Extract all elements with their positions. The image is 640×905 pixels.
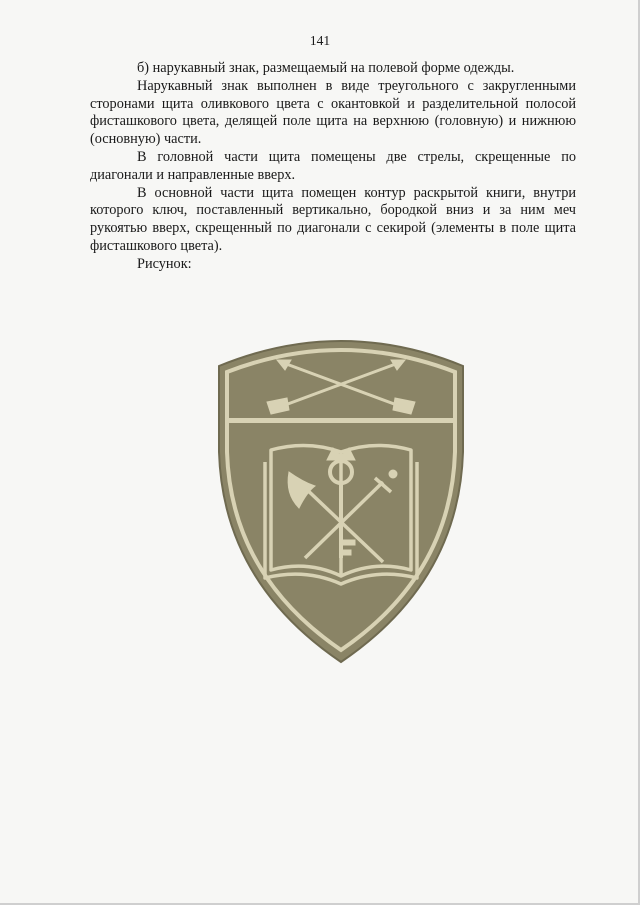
sleeve-emblem-figure xyxy=(215,332,467,665)
dividing-band xyxy=(225,418,457,423)
paragraph-4: В основной части щита помещен контур раскрытой книги, внутри которого ключ, поставленный вертикально, бородкой вниз и за ним меч рукоятью вверх, скрещенный по диагонали с секирой (элементы в поле щита фисташкового цвета). xyxy=(90,184,576,254)
paragraph-2: Нарукавный знак выполнен в виде треугольного с закругленными сторонами щита оливкового цвета с окантовкой и разделительной полосой фисташкового цвета, делящей поле щита на верхнюю (головную) и нижнюю (основную) части. xyxy=(90,77,576,148)
paragraph-3: В головной части щита помещены две стрелы, скрещенные по диагонали и направленные вверх. xyxy=(90,148,576,183)
paragraph-1: б) нарукавный знак, размещаемый на полевой форме одежды. xyxy=(137,60,515,76)
text-block xyxy=(90,60,576,274)
page-number: 141 xyxy=(309,33,331,48)
paragraph-5: Рисунок: xyxy=(137,255,192,272)
